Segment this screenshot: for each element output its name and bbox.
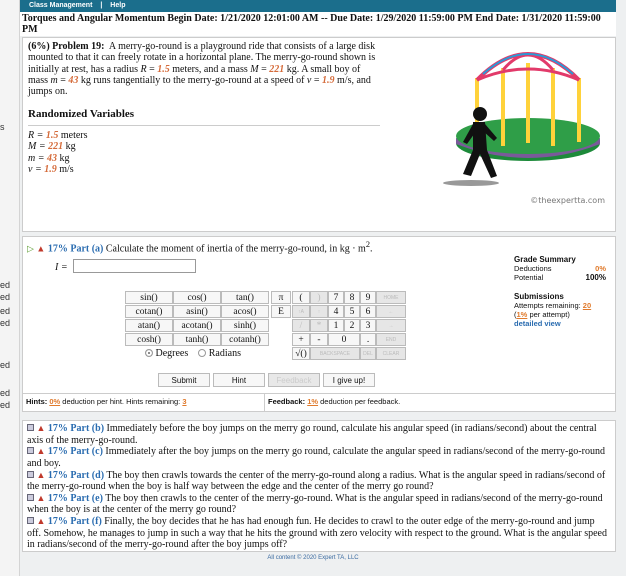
key-6[interactable]: 6: [360, 305, 376, 318]
atan-key[interactable]: atan(): [125, 319, 173, 332]
part-question: Immediately after the boy jumps on the merry go round, calculate the angular speed in radians/second of the merry-go-round and boy.: [27, 446, 605, 469]
radius-value: 1.5: [157, 63, 170, 75]
part-question: The boy then crawls towards the center of the merry-go-round along a radius. What is the angular speed in radians/second of the merry-go-round when the boy is half way between the edge and the center of the merry go round?: [27, 469, 606, 493]
part-b-row[interactable]: ▲ 17% Part (b) Immediately before the boy jumps on the merry go round, calculate his angular speed (in radians/second) about the central axis of the merry-go-round.: [27, 423, 597, 446]
per-attempt-label: per attempt): [529, 310, 570, 319]
give-up-button[interactable]: I give up!: [323, 373, 375, 387]
variable-row: R = 1.5 meters: [28, 130, 88, 141]
part-a-title: [27, 240, 372, 254]
feedback-info: [268, 397, 400, 406]
potential-value: 100%: [585, 273, 606, 282]
top-nav: [20, 0, 616, 12]
asin-key[interactable]: asin(): [173, 305, 221, 318]
side-fragment: ed: [0, 318, 11, 328]
var-symbol: R: [140, 63, 147, 75]
help-link[interactable]: Help: [110, 2, 126, 9]
variable-row: m = 43 kg: [28, 152, 70, 164]
speed-value: 1.9: [322, 74, 335, 86]
side-fragment: s: [0, 122, 5, 132]
answer-label: I =: [55, 262, 68, 273]
per-attempt-pct: 1%: [516, 310, 528, 319]
warning-icon: ▲: [36, 423, 46, 433]
question-end: .: [369, 243, 373, 255]
randomized-variables-title: Randomized Variables: [28, 108, 135, 120]
boy-mass-value: 43: [68, 74, 79, 86]
e-key[interactable]: E: [271, 305, 291, 318]
hint-button[interactable]: Hint: [213, 373, 265, 387]
left-side-panel: [0, 0, 20, 576]
key-7[interactable]: 7: [328, 291, 344, 304]
clear-key[interactable]: CLEAR: [376, 347, 406, 360]
acos-key[interactable]: acos(): [221, 305, 269, 318]
multiply-key[interactable]: *: [310, 319, 328, 332]
part-a-panel: [22, 236, 616, 412]
problem-label: (6%) Problem 19:: [28, 41, 105, 52]
key-4[interactable]: 4: [328, 305, 344, 318]
decimal-key[interactable]: .: [360, 333, 376, 346]
attempts-label: Attempts remaining:: [514, 301, 581, 310]
left-arrow-key[interactable]: ←: [376, 305, 406, 318]
var-symbol: v: [306, 74, 312, 86]
problem-text: kg runs tangentially to the merry-go-round at a speed of: [80, 74, 305, 86]
key-2[interactable]: 2: [344, 319, 360, 332]
key-0[interactable]: 0: [328, 333, 360, 346]
warning-icon: ▲: [36, 516, 46, 527]
key-9[interactable]: 9: [360, 291, 376, 304]
feedback-button[interactable]: Feedback: [268, 373, 320, 387]
part-d-row[interactable]: ▲ 17% Part (d) The boy then crawls towards the center of the merry-go-round along a radius. What is the angular speed in radians/second of the merry-go-round when the boy is half way between the edge and the center of the merry go round?: [27, 469, 606, 493]
collapse-icon[interactable]: [27, 494, 34, 501]
right-arrow-key[interactable]: →: [376, 319, 406, 332]
cotanh-key[interactable]: cotanh(): [221, 333, 269, 346]
angle-mode: [145, 348, 241, 359]
hints-remaining: 3: [182, 397, 187, 406]
warning-icon: ▲: [36, 446, 46, 457]
warning-icon: ▲: [36, 243, 46, 254]
problem-text: kg. A small boy of mass: [28, 63, 361, 86]
submissions-title: Submissions: [514, 292, 564, 301]
end-key[interactable]: END: [376, 333, 406, 346]
side-fragment: ed: [0, 280, 11, 290]
pi-key[interactable]: π: [271, 291, 291, 304]
problem-text: meters, and a mass: [172, 63, 248, 75]
divider: [264, 394, 265, 412]
cos-key[interactable]: cos(): [173, 291, 221, 304]
footer-copyright: All content © 2020 Expert TA, LLC: [267, 555, 359, 561]
variable-row: M = 221 kg: [28, 141, 76, 153]
part-question: Finally, the boy decides that he has had enough fun. He decides to crawl to the outer edge of the merry-go-round and jump off. Somehow, he manages to jump in such a way that he hits the ground with zero velocity with respect to the ground. What is the angular speed in radians/second of the merry-go-round after the boy jumps off?: [27, 516, 607, 551]
problem-panel: [22, 37, 616, 232]
mass-value: 221: [269, 63, 285, 75]
part-question: Immediately before the boy jumps on the merry go round, calculate his angular speed (in radians/second) about the central axis of the merry-go-round.: [27, 423, 597, 446]
feedback-text: deduction per feedback.: [320, 397, 401, 406]
deductions-value: 0%: [595, 264, 606, 273]
minus-key[interactable]: -: [310, 333, 328, 346]
tanh-key[interactable]: tanh(): [173, 333, 221, 346]
superscript: 2: [365, 240, 370, 249]
acotan-key[interactable]: acotan(): [173, 319, 221, 332]
attempts-value: 20: [582, 301, 592, 310]
class-management-link[interactable]: Class Management: [29, 2, 93, 9]
del-key[interactable]: DEL: [360, 347, 376, 360]
part-question: The boy then crawls to the center of the merry-go-round. What is the angular speed in radians/second of the merry-go-round when the boy is at the center of the merry go round?: [27, 492, 603, 516]
key-3[interactable]: 3: [360, 319, 376, 332]
part-question: Calculate the moment of inertia of the merry-go-round, in kg · m: [105, 243, 366, 255]
radians-label: Radians: [208, 348, 241, 359]
var-symbol: m: [50, 74, 58, 86]
expand-triangle-icon[interactable]: ▷: [27, 243, 34, 254]
warning-icon: ▲: [36, 469, 46, 480]
remaining-parts: [22, 420, 616, 552]
sqrt-key[interactable]: √(): [292, 347, 310, 360]
cotan-key[interactable]: cotan(): [125, 305, 173, 318]
grade-summary: Grade Summary Deductions 0% Potential 100% Submissions Attempts remaining: 20 (1% per attempt) detailed view: [514, 255, 606, 328]
cosh-key[interactable]: cosh(): [125, 333, 173, 346]
key-1[interactable]: 1: [328, 319, 344, 332]
warning-icon: ▲: [36, 492, 46, 503]
feedback-deduction: 1%: [307, 397, 319, 406]
close-paren-key[interactable]: ): [310, 291, 328, 304]
tan-key[interactable]: tan(): [221, 291, 269, 304]
hints-info: [26, 397, 187, 406]
sin-key[interactable]: sin(): [125, 291, 173, 304]
open-paren-key[interactable]: (: [292, 291, 310, 304]
hints-label: Hints:: [26, 397, 48, 406]
side-fragment: ed: [0, 388, 11, 398]
detailed-view-link[interactable]: detailed view: [514, 319, 561, 328]
potential-label: Potential: [514, 273, 544, 282]
deductions-label: Deductions: [514, 264, 552, 273]
key-8[interactable]: 8: [344, 291, 360, 304]
hints-text: deduction per hint. Hints remaining:: [62, 397, 181, 406]
degrees-radio[interactable]: [145, 349, 153, 357]
side-fragment: ed: [0, 400, 11, 410]
assignment-title: Torques and Angular Momentum Begin Date: 1/21/2020 12:01:00 AM -- Due Date: 1/29/2020 11:59:00 PM End Date: 1/31/2020 11:59:00 PM: [22, 13, 601, 35]
side-fragment: ed: [0, 360, 11, 370]
up-arrow-key[interactable]: ↑: [310, 305, 328, 318]
image-credit: ©theexpertta.com: [530, 196, 605, 205]
collapse-icon[interactable]: [27, 517, 34, 524]
grade-summary-title: Grade Summary: [514, 255, 576, 264]
answer-input[interactable]: [73, 259, 196, 273]
side-fragment: ed: [0, 306, 11, 316]
problem-statement: (6%) Problem 19: A merry-go-round is a playground ride that consists of a large disk mounted to that it can freely rotate in a horizontal plane. The merry-go-round shown is initially at rest, has a radius R = 1.5 meters, and a mass M = 221 kg. A small boy of mass m = 43 kg runs tangentially to the merry-go-round at a speed of v = 1.9 m/s, and jumps on.: [28, 41, 376, 98]
up-a-key[interactable]: ↑A: [292, 305, 310, 318]
degrees-label: Degrees: [155, 348, 189, 359]
collapse-icon[interactable]: [27, 424, 34, 431]
merry-go-round-illustration: [423, 38, 613, 188]
submit-button[interactable]: Submit: [158, 373, 210, 387]
assignment-header: [20, 12, 616, 36]
problem-text: m/s, and jumps on.: [28, 74, 371, 98]
side-fragment: ed: [0, 292, 11, 302]
divide-key[interactable]: /: [292, 319, 310, 332]
problem-text: A merry-go-round is a playground ride that consists of a large disk mounted to that it can freely rotate in a horizontal plane. The merry-go-round shown is initially at rest, has a radius: [28, 41, 376, 75]
radians-radio[interactable]: [198, 349, 206, 357]
key-5[interactable]: 5: [344, 305, 360, 318]
sinh-key[interactable]: sinh(): [221, 319, 269, 332]
part-c-row[interactable]: ▲ 17% Part (c) Immediately after the boy jumps on the merry go round, calculate the angular speed in radians/second of the merry-go-round and boy.: [27, 446, 605, 469]
part-f-row[interactable]: ▲ 17% Part (f) Finally, the boy decides that he has had enough fun. He decides to crawl to the outer edge of the merry-go-round and jump off. Somehow, he manages to jump in such a way that he hits the ground with zero velocity with respect to the ground. What is the angular speed in radians/second of the merry-go-round after the boy jumps off?: [27, 516, 607, 551]
nav-separator: |: [100, 2, 103, 9]
collapse-icon[interactable]: [27, 471, 34, 478]
part-weight: 17%: [47, 243, 68, 255]
home-key[interactable]: HOME: [376, 291, 406, 304]
variable-row: v = 1.9 m/s: [28, 163, 74, 175]
hint-deduction: 0%: [49, 397, 61, 406]
part-label: Part (a): [70, 243, 104, 255]
randomized-variables-list: [28, 130, 88, 175]
part-e-row[interactable]: ▲ 17% Part (e) The boy then crawls to the center of the merry-go-round. What is the angular speed in radians/second of the merry-go-round when the boy is at the center of the merry go round?: [27, 492, 603, 516]
collapse-icon[interactable]: [27, 447, 34, 454]
hints-bar: [23, 393, 615, 411]
backspace-key[interactable]: BACKSPACE: [310, 347, 360, 360]
divider: [28, 125, 380, 126]
plus-key[interactable]: +: [292, 333, 310, 346]
var-symbol: M: [250, 63, 259, 75]
feedback-label: Feedback:: [268, 397, 306, 406]
